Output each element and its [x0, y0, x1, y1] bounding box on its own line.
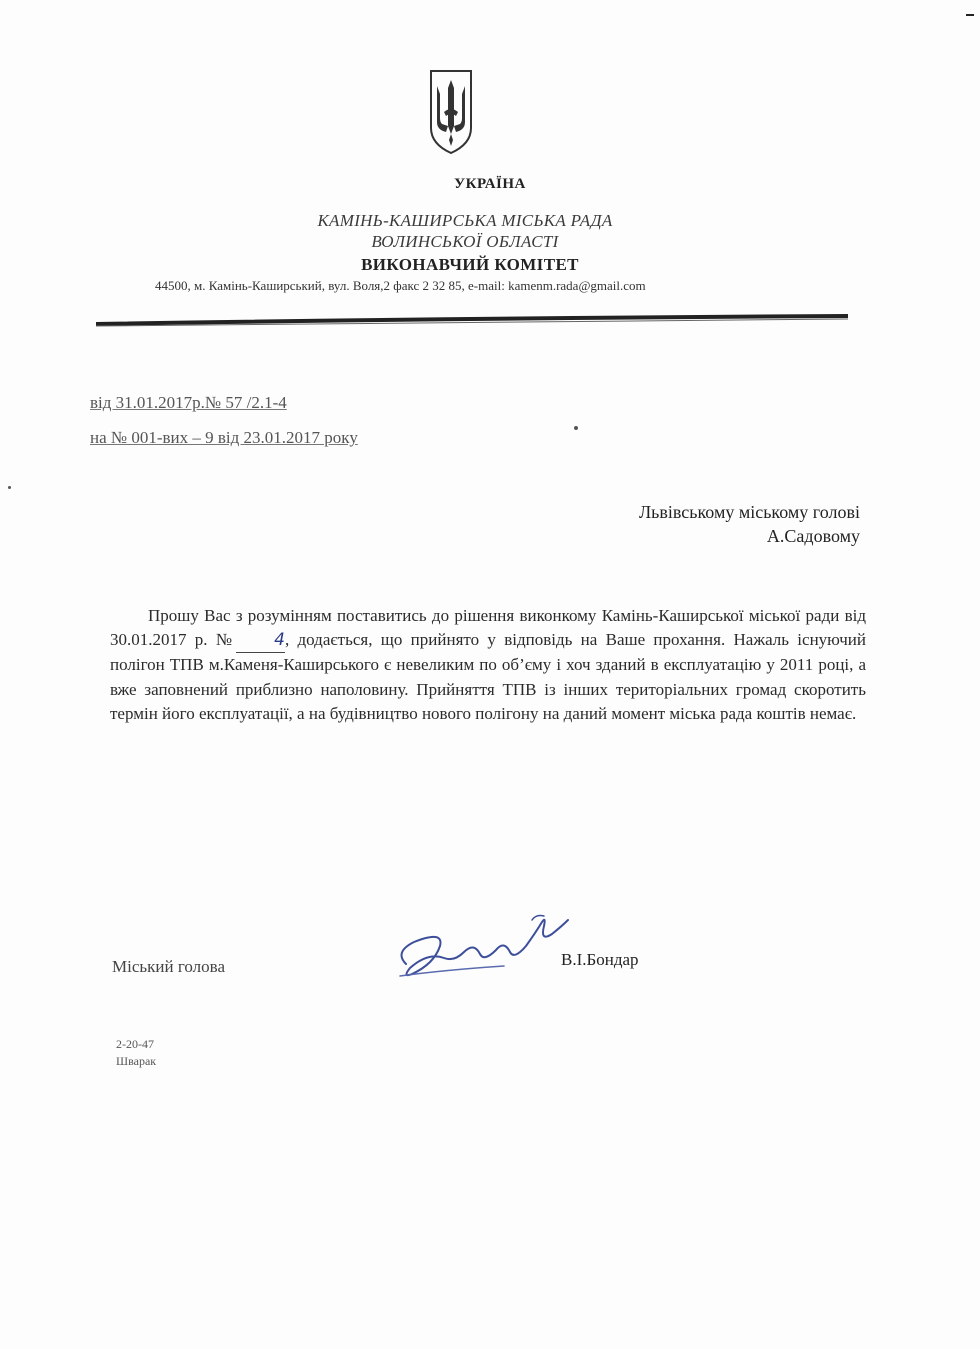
- letterhead-council: КАМІНЬ-КАШИРСЬКА МІСЬКА РАДА: [317, 211, 613, 230]
- scan-speck: [574, 426, 578, 430]
- letterhead-region: ВОЛИНСЬКОЇ ОБЛАСТІ: [371, 232, 559, 251]
- decision-number: 4: [236, 628, 285, 653]
- executor-name: Шварак: [116, 1054, 157, 1068]
- addressee-title: Львівському міському голові: [638, 502, 860, 522]
- scan-speck: [8, 486, 11, 489]
- scan-edge-mark: [966, 14, 974, 16]
- handwritten-signature: [384, 912, 574, 990]
- outgoing-reference: від 31.01.2017р.№ 57 /2.1-4: [90, 393, 287, 412]
- body-text-part2: , додається, що прийнято у відповідь на Ваше прохання. Нажаль існуючий полігон ТПВ м.Каменя-Каширського є невеликим по об’єму і хоч зданий в експлуатацію у 2011 році, а вже заповнений приблизно наполовину. Прийняття ТПВ із інших територіальних громад скоротить термін його експлуатації, а на будівництво нового полігону на даний момент міська рада коштів немає.: [110, 630, 866, 723]
- body-text-part1: Прошу Вас з розумінням поставитись до рішення виконкому Камінь-Каширської міської ради від 30.01.2017 р. №: [110, 606, 866, 650]
- signatory-position: Міський голова: [112, 957, 225, 976]
- incoming-reference: на № 001-вих – 9 від 23.01.2017 року: [90, 428, 358, 447]
- letterhead-committee: ВИКОНАВЧИЙ КОМІТЕТ: [361, 255, 579, 274]
- signatory-name: В.І.Бондар: [561, 950, 639, 969]
- coat-of-arms-icon: [428, 68, 474, 156]
- letter-body: [110, 604, 866, 726]
- letterhead-divider: [96, 314, 848, 328]
- addressee-name: А.Садовому: [766, 526, 860, 546]
- letterhead-address: 44500, м. Камінь-Каширський, вул. Воля,2 факс 2 32 85, e-mail: kamenm.rada@gmail.com: [155, 278, 646, 293]
- executor-phone: 2-20-47: [116, 1037, 154, 1051]
- letterhead-country: УКРАЇНА: [454, 176, 526, 192]
